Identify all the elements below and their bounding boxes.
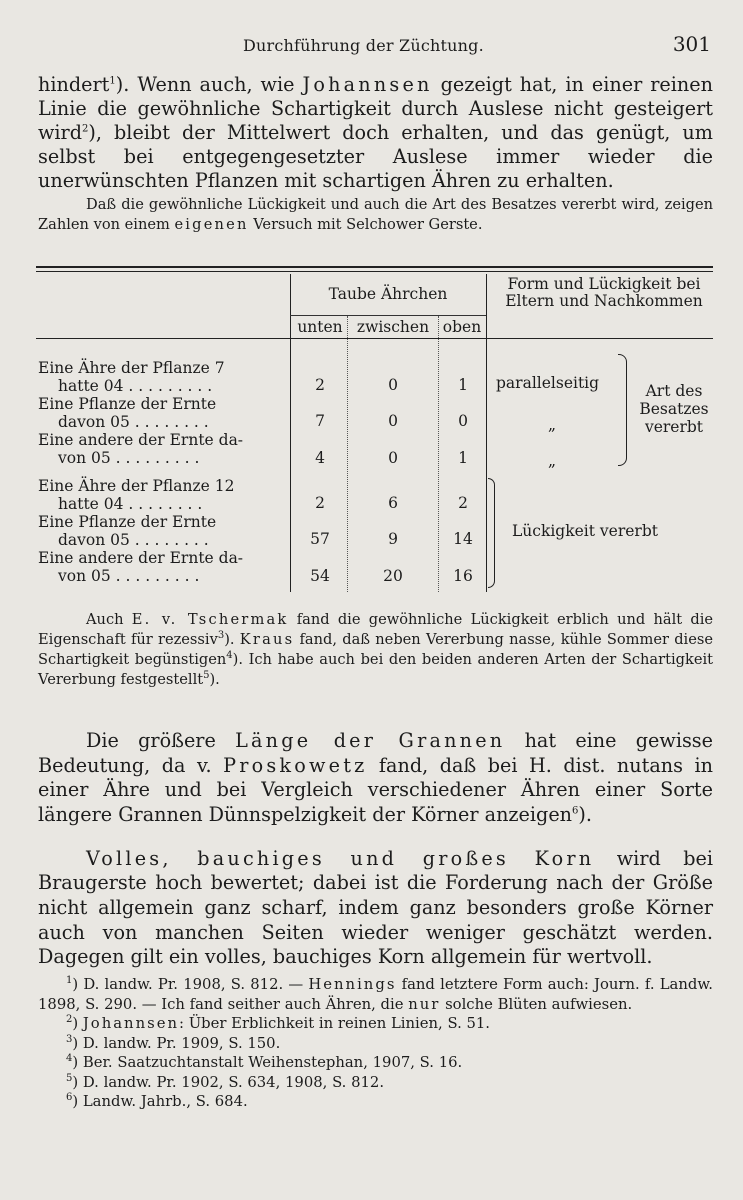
footnotes [38,975,713,1112]
paragraph-tschermak: Auch E. v. Tschermak fand die gewöhnliche Lückigkeit erblich und hält die Eigenschaft für rezessiv$^3$). Kraus fand, daß neben Vererbung nasse, kühle Sommer diese Schartigkeit begünstigen$^4$). Ich habe auch bei den beiden anderen Arten der Schartigkeit Vererbung festgestellt$^5$). [38,611,714,688]
group2-note: Lückigkeit vererbt [512,522,658,540]
row-label: Eine Pflanze der Ernte davon 05 . . . . . . . . [38,513,217,549]
data-table [36,266,713,594]
column-divider [347,316,348,592]
row-label: Eine andere der Ernte da- von 05 . . . . . . . . . [38,549,244,585]
header-unten: unten [297,318,343,336]
group1-note: Art des Besatzes vererbt [639,382,709,436]
paragraph-korn: Volles, bauchiges und großes Korn wird bei Braugerste hoch bewertet; dabei ist die Forderung nach der Größe nicht allgemein ganz scharf, indem ganz besonders große Körner auch von manchen Seiten wieder weniger geschätzt werden. Dagegen gilt ein volles, bauchiges Korn allgemein für wertvoll. [38,846,713,969]
row-label: Eine Ähre der Pflanze 7 hatte 04 . . . . . . . . . [38,359,225,395]
column-divider [486,274,487,592]
cell-unten: 2 [315,376,325,394]
cell-oben: 0 [458,412,468,430]
left-brace [488,478,495,588]
table-rule [36,266,713,268]
running-title: Durchführung der Züchtung. [243,36,484,55]
cell-oben: 1 [458,449,468,467]
form-ditto: „ [548,416,557,434]
form-ditto: „ [548,452,557,470]
footnote-3: $^3$) D. landw. Pr. 1909, S. 150. [66,1033,281,1052]
cell-zwischen: 0 [388,376,398,394]
footnote-ref[interactable]: 2 [82,123,89,135]
footnote-1: $^1$) D. landw. Pr. 1908, S. 812. — Hennings fand letztere Form auch: Journ. f. Landw. 1898, S. 290. — Ich fand seither auch Ähren, die nur solche Blüten aufwiesen. [38,975,713,1013]
cell-oben: 2 [458,494,468,512]
footnote-ref[interactable]: 6 [572,805,579,817]
footnote-ref[interactable]: 5 [203,670,210,682]
header-zwischen: zwischen [356,318,430,336]
cell-zwischen: 9 [388,530,398,548]
table-rule [36,338,713,339]
cell-zwischen: 20 [383,567,403,585]
column-divider [438,316,439,592]
row-label: Eine andere der Ernte da- von 05 . . . . . . . . . [38,431,244,467]
cell-unten: 7 [315,412,325,430]
main-paragraphs [38,710,713,989]
footnote-5: $^5$) D. landw. Pr. 1902, S. 634, 1908, S. 812. [66,1072,385,1091]
form-value: parallelseitig [496,374,600,392]
cell-zwischen: 6 [388,494,398,512]
footnote-4: $^4$) Ber. Saatzuchtanstalt Weihenstephan, 1907, S. 16. [66,1053,463,1071]
cell-oben: 14 [453,530,473,548]
row-label: Eine Ähre der Pflanze 12 hatte 04 . . . . . . . . [38,477,235,513]
intro-section [38,73,713,235]
table-rule [36,271,713,272]
cell-unten: 2 [315,494,325,512]
footnote-ref[interactable]: 3 [217,630,225,642]
column-divider [290,274,291,592]
paragraph-grannen: Die größere Länge der Grannen hat eine gewisse Bedeutung, da v. Proskowetz fand, daß bei H. dist. nutans in einer Ähre und bei Vergleich verschiedener Ähren einer Sorte längere Grannen Dünnspelzigkeit der Körner anzeigen$^6$). [38,729,714,826]
intro-paragraph: hindert$^1$). Wenn auch, wie Johannsen gezeigt hat, in einer reinen Linie die gewöhnliche Schartigkeit durch Auslese nicht gesteigert wird$^2$), bleibt der Mittelwert doch erhalten, und das genügt, um selbst bei entgegengesetzter Auslese immer wieder die unerwünschten Pflanzen mit schartigen Ähren zu erhalten. [38,73,713,192]
page-header [0,32,743,60]
footnote-ref[interactable]: 4 [226,650,233,662]
cell-oben: 1 [458,376,468,394]
row-label: Eine Pflanze der Ernte davon 05 . . . . . . . . [38,395,217,431]
header-oben: oben [442,318,482,336]
cell-oben: 16 [453,567,473,585]
footnote-2: $^2$) Johannsen: Über Erblichkeit in reinen Linien, S. 51. [66,1014,491,1032]
cell-zwischen: 0 [388,412,398,430]
cell-zwischen: 0 [388,449,398,467]
intro-small-paragraph: Daß die gewöhnliche Lückigkeit und auch die Art des Besatzes vererbt wird, zeigen Zahlen von einem eigenen Versuch mit Selchower Gerste. [38,196,713,233]
footnote-ref[interactable]: 1 [109,75,116,87]
cell-unten: 54 [310,567,330,585]
cell-unten: 4 [315,449,325,467]
header-form: Form und Lückigkeit bei Eltern und Nachkommen [505,275,703,310]
footnote-6: $^6$) Landw. Jahrb., S. 684. [66,1092,248,1110]
cell-unten: 57 [310,530,330,548]
header-divider [290,315,486,316]
header-taube-aehrchen: Taube Ährchen [328,285,448,303]
right-brace [618,354,627,466]
page-number: 301 [672,32,711,56]
